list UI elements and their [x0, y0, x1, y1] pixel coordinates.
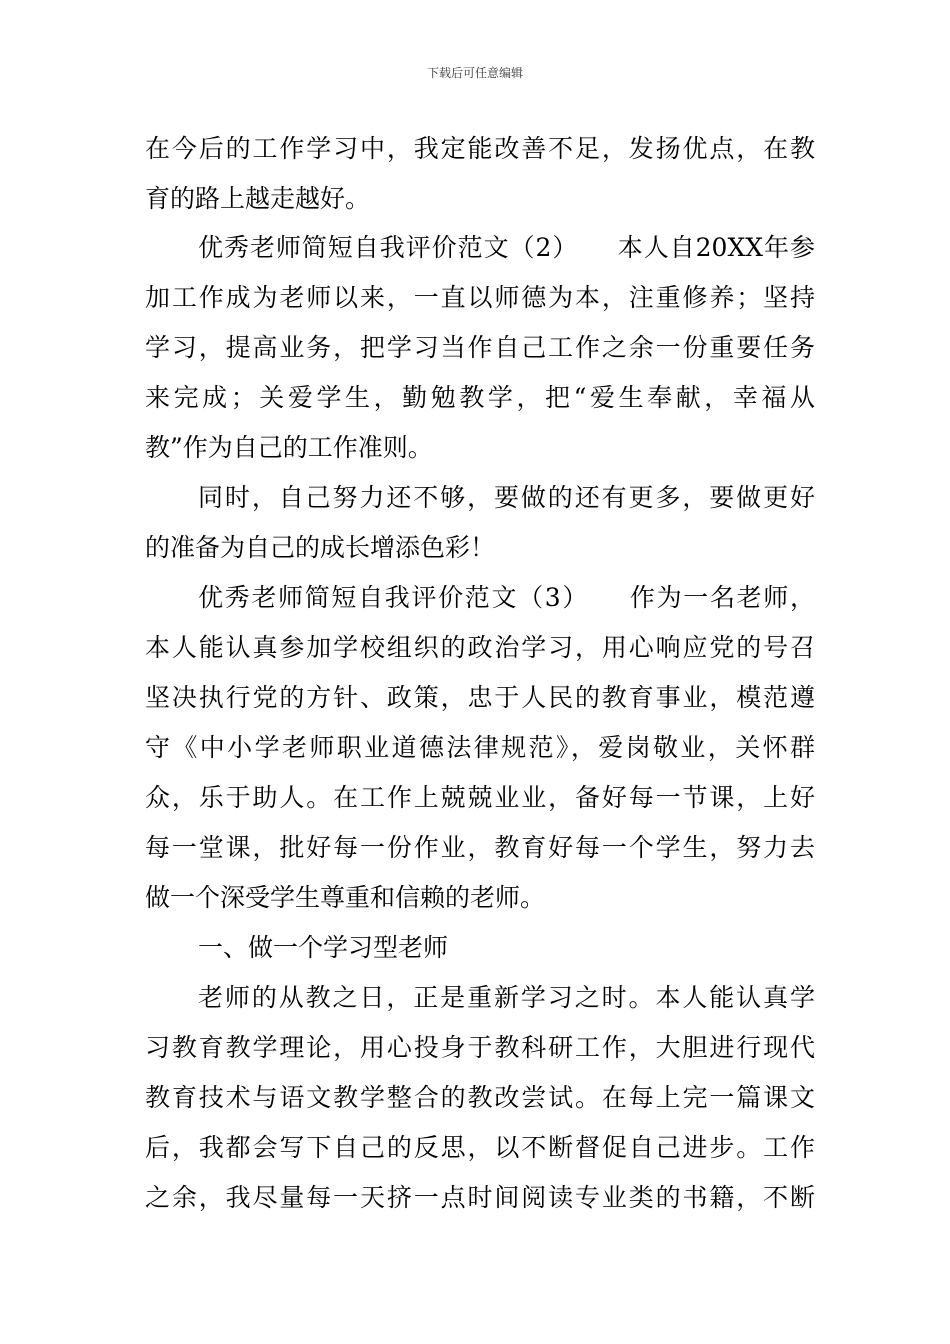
- text-line: 做一个深受学生尊重和信赖的老师。: [145, 883, 546, 912]
- text-line: 的准备为自己的成长增添色彩！: [145, 533, 496, 562]
- text-line: 坚决执行党的方针、政策，忠于人民的教育事业，模范遵: [145, 683, 815, 712]
- text-line: 同时，自己努力还不够，要做的还有更多，要做更好: [198, 483, 815, 512]
- text-line: 优秀老师简短自我评价范文（3） 作为一名老师，: [198, 583, 815, 612]
- text-line: 每一堂课，批好每一份作业，教育好每一个学生，努力去: [145, 833, 815, 862]
- text-line: 优秀老师简短自我评价范文（2） 本人自20XX年参: [198, 233, 815, 262]
- text-line: 习教育教学理论，用心投身于教科研工作，大胆进行现代: [145, 1033, 815, 1062]
- text-line: 育的路上越走越好。: [145, 184, 371, 213]
- text-line: 教育技术与语文教学整合的教改尝试。在每上完一篇课文: [145, 1083, 815, 1112]
- text-line: 来完成；关爱学生，勤勉教学，把“爱生奉献，幸福从: [145, 383, 815, 412]
- text-line: 老师的从教之日，正是重新学习之时。本人能认真学: [198, 983, 815, 1012]
- text-line: 众，乐于助人。在工作上兢兢业业，备好每一节课，上好: [145, 783, 815, 812]
- text-line: 之余，我尽量每一天挤一点时间阅读专业类的书籍，不断: [145, 1183, 815, 1212]
- text-line: 加工作成为老师以来，一直以师德为本，注重修养；坚持: [145, 283, 815, 312]
- page-header: 下载后可任意编辑: [426, 66, 523, 80]
- text-line: 教”作为自己的工作准则。: [145, 433, 433, 462]
- text-line: 后，我都会写下自己的反思，以不断督促自己进步。工作: [145, 1133, 815, 1162]
- text-line: 本人能认真参加学校组织的政治学习，用心响应党的号召: [145, 633, 815, 662]
- text-line: 守《中小学老师职业道德法律规范》，爱岗敬业，关怀群: [145, 733, 815, 762]
- section-heading: 一、做一个学习型老师: [198, 933, 449, 962]
- text-line: 学习，提高业务，把学习当作自己工作之余一份重要任务: [145, 333, 815, 362]
- text-line: 在今后的工作学习中，我定能改善不足，发扬优点，在教: [145, 134, 815, 163]
